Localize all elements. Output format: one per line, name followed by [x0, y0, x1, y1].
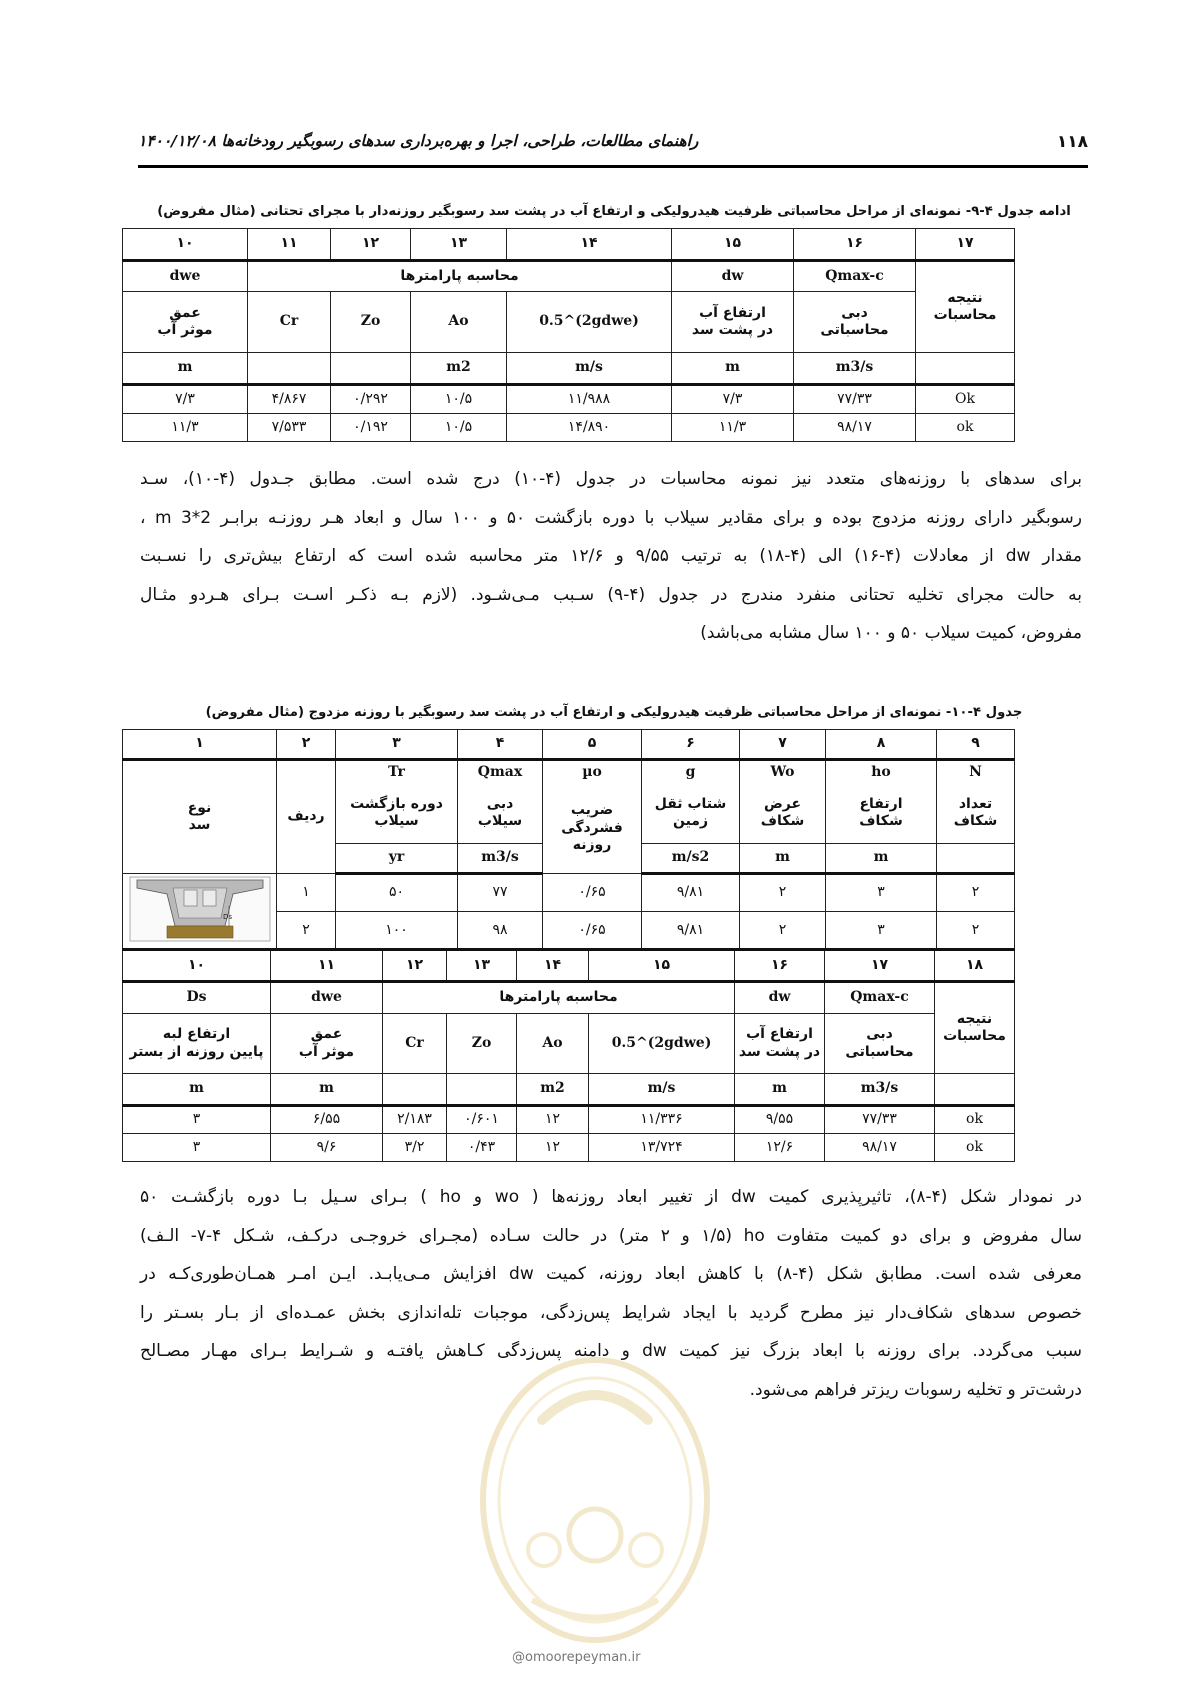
paragraph-line: درشت‌تر و تخلیه رسوبات ریزتر فراهم می‌شود.: [749, 1379, 1082, 1400]
wo-name-1: عرض: [763, 795, 802, 812]
param-group-header: محاسبه پارامترها: [383, 982, 735, 1014]
paragraph-line: برای سدهای با روزنه‌های متعدد نیز نمونه محاسبات در جدول (۴-۱۰) درج شده است. مطابق جـدول (۴-۱۰)، سـد: [140, 469, 1082, 489]
result-unit: [935, 1074, 1015, 1106]
c12-name: Cr: [383, 1014, 447, 1074]
cell-dw: ۱۱/۳: [672, 414, 794, 442]
n-symbol: N: [937, 760, 1015, 784]
table2-symbol-row: [123, 760, 1015, 784]
watermark-url: @omoorepeyman.ir: [512, 1650, 641, 1665]
qmax-name-2: محاسباتی: [845, 1043, 914, 1060]
cell-qmax: ۷۷/۳۳: [794, 385, 916, 414]
qmax-symbol: Qmax: [458, 760, 543, 784]
dwe-name: [271, 1014, 383, 1074]
cell-g: ۹/۸۱: [642, 874, 740, 912]
table2-colnum: ۱: [123, 730, 277, 760]
qmax-name-1: دبی: [841, 304, 868, 321]
c13-name: Zo: [447, 1014, 517, 1074]
c13-name: Ao: [411, 292, 507, 353]
cell-dwe: ۶/۵۵: [271, 1106, 383, 1134]
cell-tr: ۱۰۰: [336, 912, 458, 950]
c12-unit: [383, 1074, 447, 1106]
dw-name-2: در پشت سد: [691, 322, 774, 338]
table3: [122, 948, 1015, 1162]
tr-name-1: دوره بازگشت: [350, 795, 443, 812]
mu-name-1: ضریب: [570, 802, 614, 818]
table-row: [123, 414, 1015, 442]
cell-c12: ۳/۲: [383, 1134, 447, 1162]
cell-qmax: ۷۷/۳۳: [825, 1106, 935, 1134]
table1-unit-row: [123, 353, 1015, 385]
dwe-symbol: dwe: [271, 982, 383, 1014]
qmax-name-1: دبی: [866, 1026, 893, 1042]
dwe-unit: m: [271, 1074, 383, 1106]
cell-c11: ۴/۸۶۷: [248, 385, 331, 414]
table3-colnum: ۱۶: [735, 950, 825, 982]
wo-name: [740, 784, 826, 844]
dwe-symbol: dwe: [123, 261, 248, 292]
cell-c12: ۰/۲۹۲: [331, 385, 411, 414]
n-name: [937, 784, 1015, 844]
q-name-2: سیلاب: [477, 813, 523, 830]
cell-row: ۲: [277, 912, 336, 950]
c11-unit: [248, 353, 331, 385]
seal-center-emblem: [569, 1509, 621, 1561]
riverbed: [167, 926, 233, 938]
table-row: [123, 874, 1015, 912]
n-name-1: تعداد: [958, 795, 993, 812]
param-group-header: محاسبه پارامترها: [248, 261, 672, 292]
dam-type-2: سد: [188, 817, 211, 833]
table3-colnum: ۱۴: [517, 950, 589, 982]
table3-unit-row: [123, 1074, 1015, 1106]
cell-c14: ۱۲: [517, 1134, 589, 1162]
cell-q: ۹۸: [458, 912, 543, 950]
qmax-name: [825, 1014, 935, 1074]
dw-name-1: ارتفاع آب: [746, 1026, 813, 1042]
table3-colnum-row: [123, 950, 1015, 982]
table2-colnum: ۴: [458, 730, 543, 760]
dwe-name-2: موثر آب: [298, 1043, 355, 1060]
table2-caption: جدول ۴-۱۰- نمونه‌ای از مراحل محاسباتی ظرفیت هیدرولیکی و ارتفاع آب در پشت سد رسوبگیر با روزنه مزدوج (مثال مفروض): [205, 705, 1023, 720]
table-row: [123, 1134, 1015, 1162]
cell-dwe: ۹/۶: [271, 1134, 383, 1162]
seal-left-emblem: [528, 1534, 560, 1566]
dwe-name-1: عمق: [310, 1026, 343, 1042]
table1-colnum: ۱۷: [916, 229, 1015, 261]
cell-n: ۲: [937, 912, 1015, 950]
cell-g: ۹/۸۱: [642, 912, 740, 950]
g-name: [642, 784, 740, 844]
g-unit: m/s2: [642, 844, 740, 874]
result-header-text: نتیجه محاسبات: [943, 1010, 1006, 1044]
table3-colnum: ۱۵: [589, 950, 735, 982]
qmax-symbol: Qmax-c: [825, 982, 935, 1014]
table1: [122, 228, 1015, 442]
c15-name: (2gdwe)^0.5: [589, 1014, 735, 1074]
paragraph-1: [140, 460, 1082, 653]
paragraph-line: مفروض، کمیت سیلاب ۵۰ و ۱۰۰ سال مشابه می‌باشد): [700, 623, 1082, 643]
seal-calligraphy: [542, 1395, 648, 1420]
table2-colnum: ۸: [826, 730, 937, 760]
ho-symbol: ho: [826, 760, 937, 784]
table1-colnum-row: [123, 229, 1015, 261]
table3-symbol-row: [123, 982, 1015, 1014]
page-number: ۱۱۸: [1056, 132, 1088, 152]
cell-n: ۲: [937, 874, 1015, 912]
paragraph-line: رسوبگیر دارای روزنه مزدوج بوده و برای مقادیر سیلاب با دوره بازگشت ۵۰ و ۱۰۰ سال و ابعاد هـر روزنـه برابـر 2*3 m ،: [140, 507, 1082, 528]
qmax-name: [794, 292, 916, 353]
paragraph-line: سبب می‌گردد. برای روزنه با ابعاد بزرگ نیز کمیت dw و دامنه پس‌زدگی کـاهش یافتـه و شـرایط بـرای مهـار مصـالح: [140, 1341, 1083, 1361]
table1-colnum: ۱۶: [794, 229, 916, 261]
table2-colnum: ۷: [740, 730, 826, 760]
wo-symbol: Wo: [740, 760, 826, 784]
tr-symbol: Tr: [336, 760, 458, 784]
table1-colnum: ۱۰: [123, 229, 248, 261]
g-name-2: زمین: [672, 813, 709, 830]
cell-wo: ۲: [740, 912, 826, 950]
q-name: [458, 784, 543, 844]
cell-c12: ۰/۱۹۲: [331, 414, 411, 442]
cell-c13: ۱۰/۵: [411, 385, 507, 414]
dwe-name-1: عمق: [169, 304, 201, 321]
g-name-1: شتاب ثقل: [654, 795, 727, 812]
table2-colnum: ۶: [642, 730, 740, 760]
ds-symbol: Ds: [123, 982, 271, 1014]
row-header: ردیف: [277, 760, 336, 874]
table3-colnum: ۱۱: [271, 950, 383, 982]
table2-colnum: ۲: [277, 730, 336, 760]
paragraph-line: در نمودار شکل (۴-۸)، تاثیرپذیری کمیت dw از تغییر ابعاد روزنه‌ها ( wo و ho ) بـرای سـیل بـا دوره بازگشـت ۵۰: [140, 1187, 1082, 1207]
ds-unit: m: [123, 1074, 271, 1106]
c13-unit: m2: [411, 353, 507, 385]
dw-unit: m: [735, 1074, 825, 1106]
cell-dwe: ۷/۳: [123, 385, 248, 414]
table2-colnum-row: [123, 730, 1015, 760]
paragraph-line: به حالت مجرای تخلیه تحتانی منفرد مندرج در جدول (۴-۹) سـبب مـی‌شـود. (لازم بـه ذکـر اسـت بـرای هـردو مثـال: [140, 584, 1082, 605]
tr-unit: yr: [336, 844, 458, 874]
mu-symbol: µo: [543, 760, 642, 784]
result-header: [935, 982, 1015, 1074]
ds-name: [123, 1014, 271, 1074]
table3-colnum: ۱۳: [447, 950, 517, 982]
running-title: راهنمای مطالعات، طراحی، اجرا و بهره‌برداری سدهای رسوبگیر رودخانه‌ها ۱۴۰۰/۱۲/۰۸: [138, 132, 699, 150]
q-name-1: دبی: [486, 795, 514, 812]
cell-wo: ۲: [740, 874, 826, 912]
cell-c14: ۱۴/۸۹۰: [507, 414, 672, 442]
c14-unit: m2: [517, 1074, 589, 1106]
dw-symbol: dw: [735, 982, 825, 1014]
dam-type-1: نوع: [187, 799, 212, 816]
cell-c13: ۰/۴۳: [447, 1134, 517, 1162]
paragraph-line: معرفی شده است. مطابق شکل (۴-۸) با کاهش ابعاد روزنه، کمیت dw افزایش مـی‌یابـد. ایـن امـر همـان‌طوری‌کـه در: [140, 1264, 1083, 1284]
cell-result: ok: [916, 414, 1015, 442]
cell-result: Ok: [916, 385, 1015, 414]
qmax-unit: m3/s: [825, 1074, 935, 1106]
ho-name: [826, 784, 937, 844]
cell-c13: ۰/۶۰۱: [447, 1106, 517, 1134]
table1-symbol-row: [123, 261, 1015, 292]
table3-colnum: ۱۸: [935, 950, 1015, 982]
c12-name: Zo: [331, 292, 411, 353]
dw-name-1: ارتفاع آب: [699, 304, 766, 321]
ds-name-2: پایین روزنه از بستر: [129, 1043, 264, 1060]
ho-name-2: شکاف: [859, 813, 903, 830]
dw-name: [735, 1014, 825, 1074]
orifice-left: [184, 890, 197, 906]
table1-colnum: ۱۲: [331, 229, 411, 261]
cell-c15: ۱۳/۷۲۴: [589, 1134, 735, 1162]
result-unit: [916, 353, 1015, 385]
n-unit: [937, 844, 1015, 874]
cell-result: ok: [935, 1106, 1015, 1134]
ho-unit: m: [826, 844, 937, 874]
cell-dw: ۷/۳: [672, 385, 794, 414]
mu-name: [543, 784, 642, 874]
table-row: [123, 385, 1015, 414]
table3-name-row: [123, 1014, 1015, 1074]
dw-unit: m: [672, 353, 794, 385]
c12-unit: [331, 353, 411, 385]
c14-name: Ao: [517, 1014, 589, 1074]
result-header-text: نتیجه محاسبات: [933, 289, 997, 323]
cell-dw: ۱۲/۶: [735, 1134, 825, 1162]
dwe-unit: m: [123, 353, 248, 385]
seal-outer-ring: [483, 1360, 707, 1640]
ds-label: Ds: [222, 913, 232, 921]
opening-area: [173, 888, 227, 918]
header-rule: [138, 165, 1088, 168]
seal-bottom-arc: [532, 1600, 658, 1618]
ds-name-1: ارتفاع لبه: [162, 1026, 231, 1042]
cell-result: ok: [935, 1134, 1015, 1162]
tr-name: [336, 784, 458, 844]
qmax-name-2: محاسباتی: [820, 322, 889, 338]
orifice-right: [203, 890, 216, 906]
dwe-name: [123, 292, 248, 353]
table3-colnum: ۱۷: [825, 950, 935, 982]
wo-unit: m: [740, 844, 826, 874]
dam-cross-section-sketch: [129, 876, 271, 942]
cell-ho: ۳: [826, 912, 937, 950]
c15-unit: m/s: [589, 1074, 735, 1106]
dw-name-2: در پشت سد: [738, 1043, 821, 1060]
cell-c15: ۱۱/۳۳۶: [589, 1106, 735, 1134]
cell-mu: ۰/۶۵: [543, 912, 642, 950]
cell-mu: ۰/۶۵: [543, 874, 642, 912]
cell-ds: ۳: [123, 1106, 271, 1134]
dam-type-header: [123, 760, 277, 874]
cell-ds: ۳: [123, 1134, 271, 1162]
wo-name-2: شکاف: [760, 813, 805, 830]
c14-name: (2gdwe)^0.5: [507, 292, 672, 353]
cell-tr: ۵۰: [336, 874, 458, 912]
table1-name-row: [123, 292, 1015, 353]
paragraph-line: مقدار dw از معادلات (۴-۱۶) الی (۴-۱۸) به ترتیب ۹/۵۵ و ۱۲/۶ متر محاسبه شده است که ارتفاع بیش‌تری را نسـبت: [140, 546, 1082, 566]
page-header: [138, 130, 1088, 162]
table2-colnum: ۹: [937, 730, 1015, 760]
table-row: [123, 1106, 1015, 1134]
table1-colnum: ۱۳: [411, 229, 507, 261]
mu-name-3: روزنه: [572, 837, 612, 853]
result-header: [916, 261, 1015, 353]
paragraph-line: خصوص سدهای شکاف‌دار نیز مطرح گردید با ایجاد شرایط پس‌زدگی، موجبات تله‌اندازی بخش عمـده‌ای از بـار بسـتر را: [140, 1302, 1082, 1323]
cell-c14: ۱۱/۹۸۸: [507, 385, 672, 414]
mu-name-2: فشردگی: [561, 819, 623, 836]
table1-colnum: ۱۱: [248, 229, 331, 261]
cell-row: ۱: [277, 874, 336, 912]
table2-colnum: ۵: [543, 730, 642, 760]
dw-symbol: dw: [672, 261, 794, 292]
cell-qmax: ۹۸/۱۷: [825, 1134, 935, 1162]
qmax-symbol: Qmax-c: [794, 261, 916, 292]
watermark-url-text: omoorepeyman.ir: [525, 1650, 641, 1665]
table2-colnum: ۳: [336, 730, 458, 760]
g-symbol: g: [642, 760, 740, 784]
table2: [122, 729, 1015, 951]
cell-q: ۷۷: [458, 874, 543, 912]
table3-colnum: ۱۲: [383, 950, 447, 982]
cell-dw: ۹/۵۵: [735, 1106, 825, 1134]
cell-ho: ۳: [826, 874, 937, 912]
cell-c12: ۲/۱۸۳: [383, 1106, 447, 1134]
n-name-2: شکاف: [953, 813, 998, 830]
c11-name: Cr: [248, 292, 331, 353]
table1-colnum: ۱۴: [507, 229, 672, 261]
seal-inner-ring: [499, 1378, 691, 1622]
q-unit: m3/s: [458, 844, 543, 874]
cell-dwe: ۱۱/۳: [123, 414, 248, 442]
dam-sketch-cell: [123, 874, 277, 951]
cell-qmax: ۹۸/۱۷: [794, 414, 916, 442]
c14-unit: m/s: [507, 353, 672, 385]
table1-caption: ادامه جدول ۴-۹- نمونه‌ای از مراحل محاسباتی ظرفیت هیدرولیکی و ارتفاع آب در پشت سد رسوبگیر روزنه‌دار با مجرای تحتانی (مثال مفروض): [157, 204, 1071, 219]
qmax-unit: m3/s: [794, 353, 916, 385]
cell-c11: ۷/۵۳۳: [248, 414, 331, 442]
watermark-seal: [472, 1350, 718, 1660]
cell-c14: ۱۲: [517, 1106, 589, 1134]
dw-name: [672, 292, 794, 353]
dwe-name-2: موثر آب: [157, 322, 213, 338]
c13-unit: [447, 1074, 517, 1106]
ho-name-1: ارتفاع: [859, 795, 903, 812]
paragraph-line: سال مفروض و برای دو کمیت متفاوت ho (۱/۵ و ۲ متر) در حالت سـاده (مجـرای خروجـی درکـف، شـکل ۴-۷- الـف): [140, 1225, 1082, 1246]
tr-name-2: سیلاب: [374, 813, 419, 830]
cell-c13: ۱۰/۵: [411, 414, 507, 442]
table1-colnum: ۱۵: [672, 229, 794, 261]
table3-colnum: ۱۰: [123, 950, 271, 982]
seal-right-emblem: [630, 1534, 662, 1566]
